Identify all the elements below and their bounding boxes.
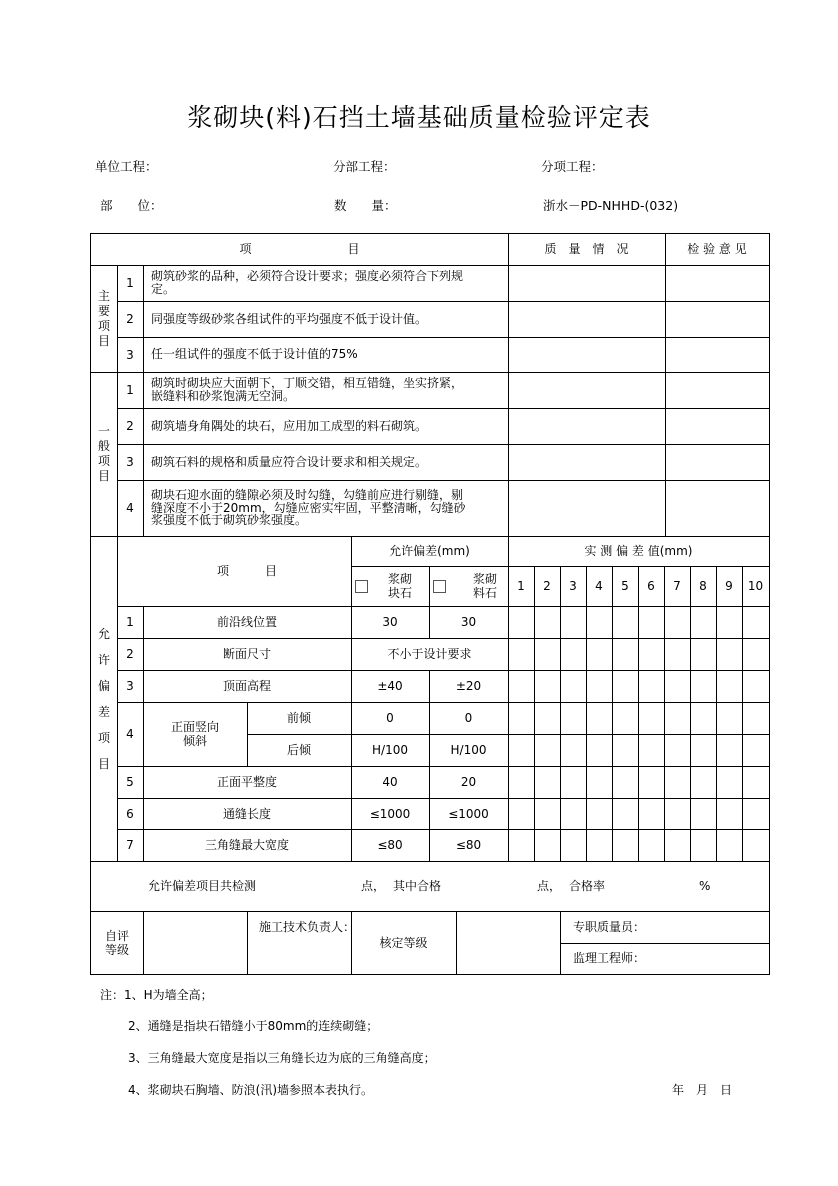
note-2: 2、通缝是指块石错缝小于80mm的连续砌缝； <box>128 1019 379 1033</box>
table-rule <box>534 566 535 862</box>
deviation-row-name: 断面尺寸 <box>222 647 271 661</box>
general-item-text: 砌筑时砌块应大面朝下，丁顺交错，相互错缝，坐实挤紧，嵌缝料和砂浆饱满无空洞。 <box>151 376 464 403</box>
main-item-no: 3 <box>126 347 134 362</box>
table-rule <box>247 911 248 975</box>
quality-staff-label: 专职质量员： <box>573 919 646 934</box>
date-line: 年 月 日 <box>672 1083 733 1097</box>
note-1: 注：1、H为墙全高； <box>100 988 213 1002</box>
deviation-value-b: ≤80 <box>455 838 482 852</box>
type-block-stone: 浆砌块石 <box>351 566 429 606</box>
page-title: 浆砌块(料)石挡土墙基础质量检验评定表 <box>187 103 651 132</box>
summary-percent: % <box>699 878 711 893</box>
deviation-row-no: 7 <box>126 838 134 852</box>
table-rule <box>560 566 561 862</box>
measure-col-header: 10 <box>747 579 764 593</box>
deviation-value-b: ±20 <box>455 679 482 693</box>
checkbox[interactable] <box>355 580 368 593</box>
measure-col-header: 8 <box>699 579 707 593</box>
measured-deviation-header: 实 测 偏 差 值(mm) <box>584 544 693 558</box>
tech-lead-label: 施工技术负责人： <box>259 919 356 934</box>
measure-col-header: 5 <box>621 579 629 593</box>
measure-col-header: 1 <box>517 579 525 593</box>
deviation-row-no: 5 <box>126 775 134 789</box>
self-evaluation-label: 自评等级 <box>104 928 129 957</box>
deviation-value-a: ≤1000 <box>369 806 411 821</box>
col-opinion-header: 检 验 意 见 <box>687 242 747 256</box>
general-item-no: 2 <box>126 419 134 433</box>
measure-col-header: 9 <box>725 579 733 593</box>
summary-label: 允许偏差项目共检测 <box>148 878 257 893</box>
table-rule <box>612 566 613 862</box>
note-4: 4、浆砌块石胸墙、防浪(汛)墙参照本表执行。 <box>128 1083 373 1097</box>
table-rule <box>769 233 770 975</box>
deviation-value-a: 0 <box>386 711 394 725</box>
deviation-value-a: H/100 <box>372 743 408 757</box>
general-item-text: 砌筑墙身角隅处的块石，应用加工成型的料石砌筑。 <box>151 418 428 433</box>
deviation-item-header: 项 目 <box>216 564 277 578</box>
unit-project-label: 单位工程： <box>95 159 158 174</box>
deviation-value-a: ≤80 <box>377 838 403 852</box>
general-items-group-label: 一 般 项 目 <box>97 424 110 483</box>
main-item-no: 1 <box>126 276 134 290</box>
deviation-value-b: 0 <box>464 711 473 725</box>
verify-grade-label: 核定等级 <box>379 935 428 950</box>
main-item-text: 任一组试件的强度不低于设计值的75% <box>151 347 358 361</box>
deviation-row-name: 三角缝最大宽度 <box>204 838 289 852</box>
deviation-row-name: 前沿线位置 <box>216 615 277 629</box>
measure-col-header: 6 <box>647 579 655 593</box>
division-project-label: 分部工程： <box>333 159 396 174</box>
deviation-row-no: 1 <box>126 615 134 629</box>
deviation-row-name: 正面平整度 <box>216 775 277 789</box>
summary-qualified: 其中合格 <box>393 878 442 893</box>
table-rule <box>664 566 665 862</box>
main-item-text: 同强度等级砂浆各组试件的平均强度不低于设计值。 <box>151 311 428 326</box>
main-items-group-label: 主 要 项 目 <box>97 288 110 348</box>
main-item-text: 砌筑砂浆的品种，必须符合设计要求；强度必须符合下列规定。 <box>151 269 464 296</box>
col-quality-header: 质 量 情 况 <box>544 242 629 256</box>
table-rule <box>742 566 743 862</box>
deviation-value-merged: 不小于设计要求 <box>387 647 472 661</box>
deviation-row-no: 6 <box>126 806 134 821</box>
deviation-row-name: 顶面高程 <box>222 679 271 693</box>
checkbox[interactable] <box>433 580 446 593</box>
measure-col-header: 2 <box>543 579 551 593</box>
general-item-text: 砌块石迎水面的缝隙必须及时勾缝，勾缝前应进行剔缝，剔缝深度不小于20mm，勾缝应密实牢固，平整清晰，勾缝砂浆强度不低于砌筑砂浆强度。 <box>151 488 466 528</box>
table-rule <box>665 233 666 537</box>
deviation-row-no: 2 <box>126 647 134 661</box>
col-item-header: 项 目 <box>239 242 360 256</box>
form-code: 浙水－PD-NHHD-(032) <box>543 198 679 213</box>
quantity-label: 数 量： <box>334 198 397 213</box>
table-rule <box>690 566 691 862</box>
general-item-no: 3 <box>126 455 134 469</box>
measure-col-header: 3 <box>569 579 577 593</box>
table-rule <box>638 566 639 862</box>
deviation-group-label: 允 许 偏 差 项 目 <box>97 626 110 771</box>
summary-points: 点， <box>361 878 386 893</box>
table-rule <box>143 265 144 537</box>
table-rule <box>586 566 587 862</box>
note-3: 3、三角缝最大宽度是指以三角缝长边为底的三角缝高度； <box>128 1051 436 1065</box>
supervisor-label: 监理工程师： <box>573 951 646 965</box>
main-item-no: 2 <box>126 312 134 326</box>
deviation-value-b: 20 <box>460 775 477 789</box>
measure-col-header: 4 <box>595 579 603 593</box>
allowed-deviation-header: 允许偏差(mm) <box>389 544 470 558</box>
deviation-row-no: 3 <box>126 679 134 693</box>
measure-col-header: 7 <box>673 579 681 593</box>
deviation-row-name: 正面竖向倾斜 <box>170 720 219 748</box>
type-dressed-stone: 浆砌料石 <box>429 566 508 606</box>
deviation-value-a: 40 <box>382 775 398 789</box>
table-rule <box>90 974 770 975</box>
deviation-value-b: ≤1000 <box>448 806 489 821</box>
summary-points: 点， <box>537 878 562 893</box>
deviation-row-name: 通缝长度 <box>222 806 271 821</box>
deviation-row-no: 4 <box>126 727 134 741</box>
table-rule <box>716 566 717 862</box>
summary-pass-rate: 合格率 <box>569 878 606 893</box>
deviation-value-a: 30 <box>382 615 398 629</box>
deviation-subrow-name: 后倾 <box>286 743 311 757</box>
general-item-no: 1 <box>126 383 134 397</box>
deviation-value-b: H/100 <box>450 743 487 757</box>
general-item-no: 4 <box>126 501 134 515</box>
location-label: 部 位： <box>100 198 163 213</box>
table-rule <box>143 911 144 975</box>
general-item-text: 砌筑石料的规格和质量应符合设计要求和相关规定。 <box>151 454 428 469</box>
item-project-label: 分项工程： <box>541 159 604 174</box>
deviation-value-b: 30 <box>460 615 477 629</box>
deviation-subrow-name: 前倾 <box>286 711 311 725</box>
table-rule <box>456 911 457 975</box>
deviation-value-a: ±40 <box>377 679 403 693</box>
